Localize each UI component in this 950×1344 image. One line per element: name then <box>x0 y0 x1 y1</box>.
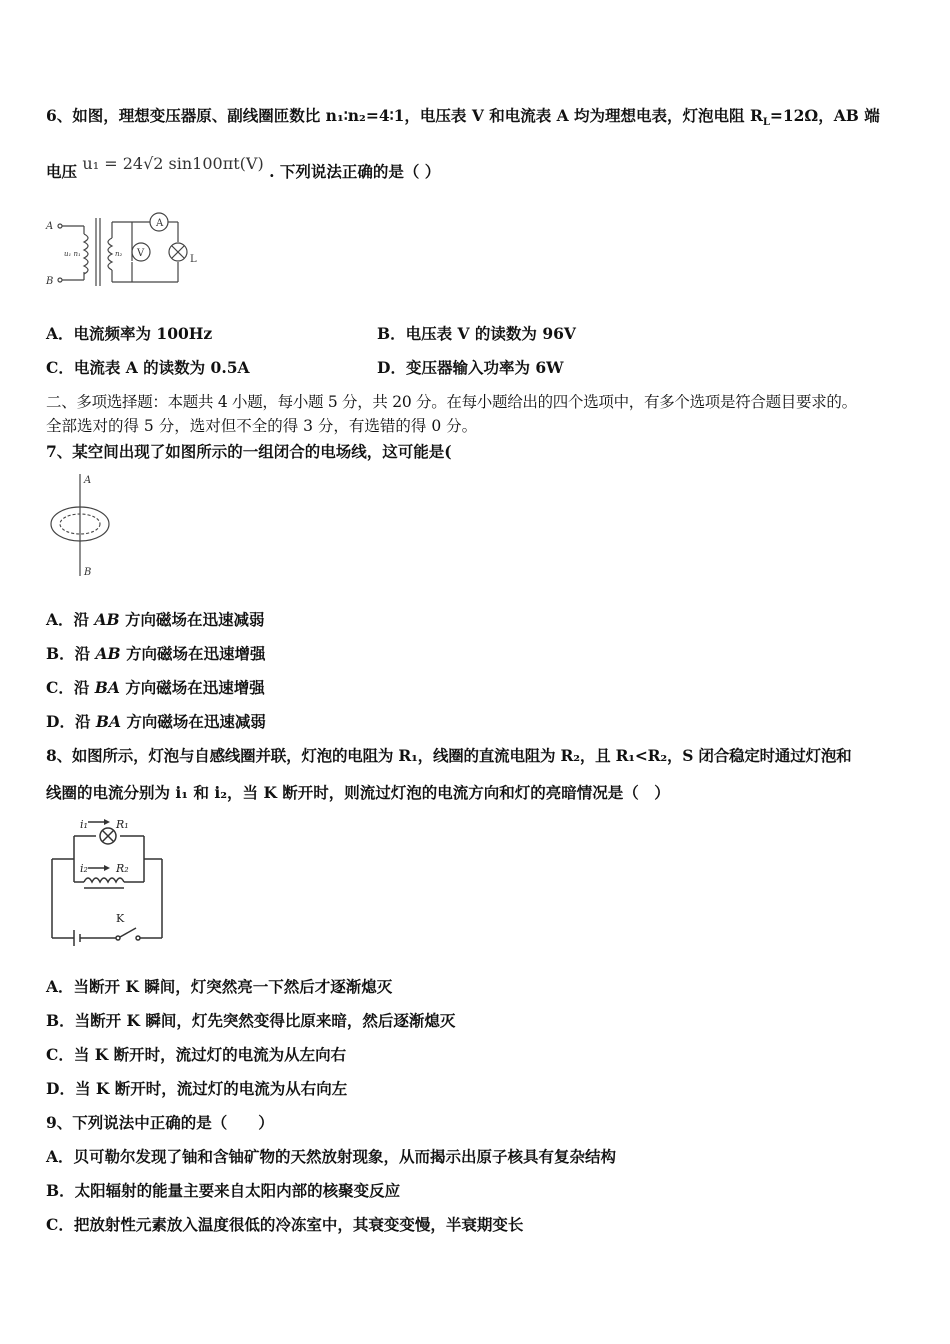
q8-option-d: D．当 K 断开时，流过灯的电流为从右向左 <box>46 1079 348 1098</box>
q7-option-a: A．沿 AB 方向磁场在迅速减弱 <box>46 610 265 629</box>
q8-fig-label-i1: i₁ <box>80 818 88 831</box>
q8-stem-line2: 线圈的电流分别为 i₁ 和 i₂，当 K 断开时，则流过灯泡的电流方向和灯的亮暗情况是（ ） <box>46 783 670 802</box>
q8-fig-label-r2: R₂ <box>116 862 129 875</box>
q6-fig-label-n1: u₁ n₁ <box>64 250 81 258</box>
q6-stem-line1: 6、如图，理想变压器原、副线圈匝数比 n₁∶n₂=4∶1，电压表 V 和电流表 A 均为理想电表，灯泡电阻 $R_L=12\Omega$，AB 端 <box>46 106 880 129</box>
q9-option-b: B．太阳辐射的能量主要来自太阳内部的核聚变反应 <box>46 1181 401 1200</box>
q8-fig-label-i2: i₂ <box>80 862 88 875</box>
q7-option-d: D．沿 BA 方向磁场在迅速减弱 <box>46 712 266 731</box>
section2-header-line1: 二、多项选择题：本题共 4 小题，每小题 5 分，共 20 分。在每小题给出的四个选项中，有多个选项是符合题目要求的。 <box>46 393 857 411</box>
q8-circuit-diagram <box>44 814 178 954</box>
q6-option-d: D．变压器输入功率为 6W <box>377 358 564 377</box>
q6-fig-label-lamp: L <box>190 254 197 265</box>
q8-option-a: A．当断开 K 瞬间，灯突然亮一下然后才逐渐熄灭 <box>46 977 393 996</box>
q8-stem-line1: 8、如图所示，灯泡与自感线圈并联，灯泡的电阻为 R₁，线圈的直流电阻为 R₂，且 R₁<R₂，S 闭合稳定时通过灯泡和 <box>46 746 852 765</box>
q9-option-c: C．把放射性元素放入温度很低的冷冻室中，其衰变变慢，半衰期变长 <box>46 1215 524 1234</box>
q6-fig-label-n2: n₂ <box>115 250 123 258</box>
q6-stem-line2: 电压 u₁ = 24√2 sin100πt(V) . 下列说法正确的是（ ） <box>46 154 441 181</box>
q8-fig-label-k: K <box>116 912 125 925</box>
q7-option-b: B．沿 AB 方向磁场在迅速增强 <box>46 644 266 663</box>
q7-field-lines-diagram <box>44 472 124 582</box>
q6-fig-label-b: B <box>46 276 54 287</box>
q6-voltage-formula: u₁ = 24√2 sin100πt(V) <box>82 154 264 173</box>
q6-option-c: C．电流表 A 的读数为 0.5A <box>46 358 250 377</box>
q6-fig-label-ammeter: A <box>156 218 164 229</box>
q7-stem: 7、某空间出现了如图所示的一组闭合的电场线，这可能是( <box>46 442 452 461</box>
q6-option-b: B．电压表 V 的读数为 96V <box>377 324 576 343</box>
q7-fig-label-a: A <box>84 475 92 486</box>
q8-option-c: C．当 K 断开时，流过灯的电流为从左向右 <box>46 1045 347 1064</box>
section2-header-line2: 全部选对的得 5 分，选对但不全的得 3 分，有选错的得 0 分。 <box>46 417 478 435</box>
q8-fig-label-r1: R₁ <box>116 818 129 831</box>
q7-fig-label-b: B <box>84 567 92 578</box>
q6-option-a: A．电流频率为 100Hz <box>46 324 213 343</box>
q6-fig-label-voltmeter: V <box>137 248 145 259</box>
q7-option-c: C．沿 BA 方向磁场在迅速增强 <box>46 678 265 697</box>
q8-option-b: B．当断开 K 瞬间，灯先突然变得比原来暗，然后逐渐熄灭 <box>46 1011 456 1030</box>
q6-fig-label-a: A <box>46 221 54 232</box>
q9-stem: 9、下列说法中正确的是（ ） <box>46 1113 274 1132</box>
q9-option-a: A．贝可勒尔发现了铀和含铀矿物的天然放射现象，从而揭示出原子核具有复杂结构 <box>46 1147 617 1166</box>
q6-transformer-diagram <box>44 212 204 288</box>
